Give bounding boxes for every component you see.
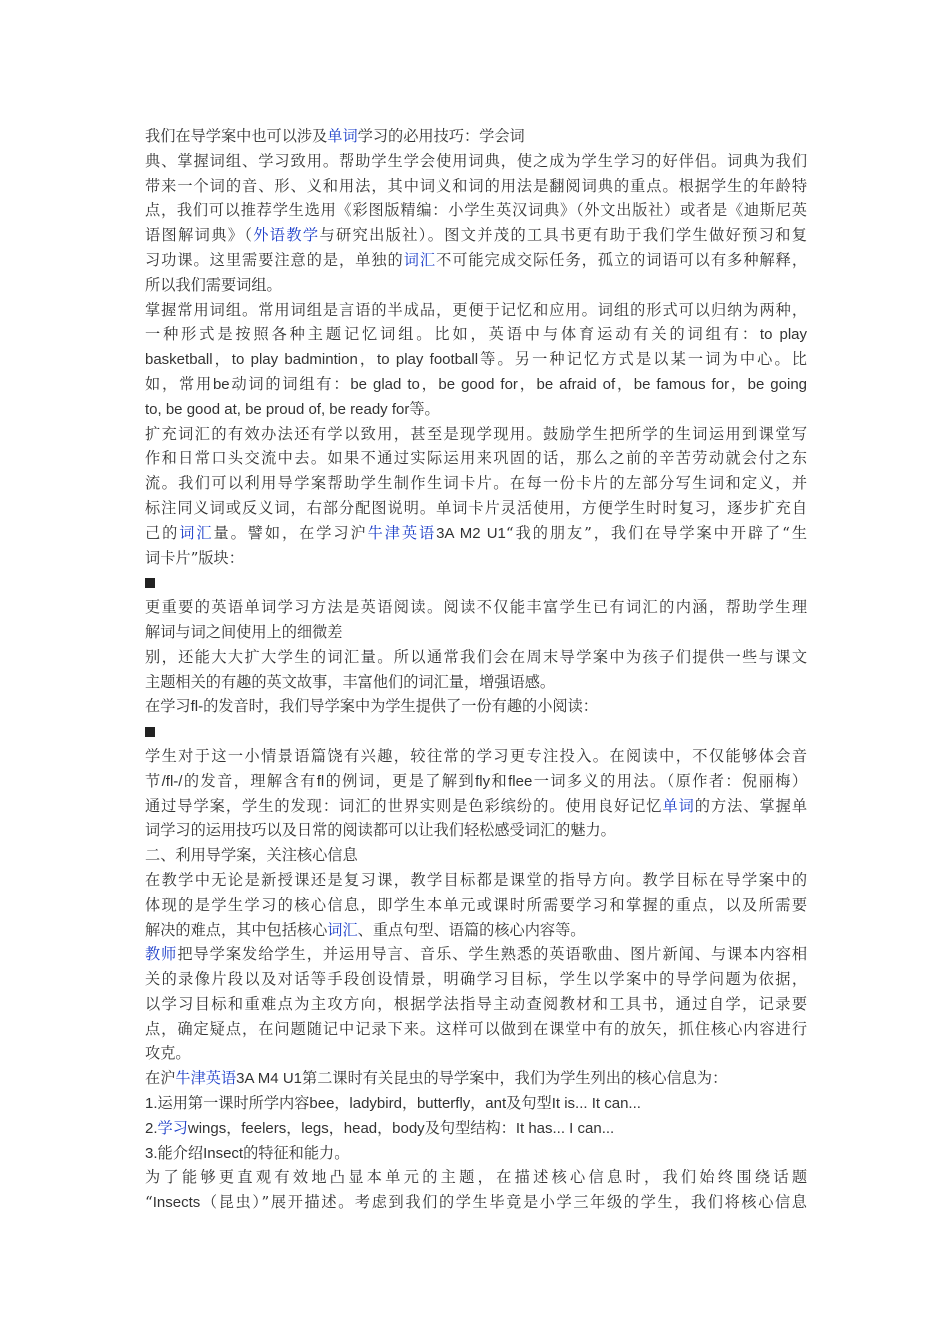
keyword-link[interactable]: 词汇 bbox=[179, 523, 214, 542]
text-line bbox=[145, 794, 807, 819]
text-line bbox=[145, 744, 807, 769]
text-segment: Insect bbox=[203, 1144, 244, 1162]
text-line bbox=[145, 446, 807, 471]
text-segment: It is... It can... bbox=[551, 1095, 641, 1113]
text-segment: 3A M2 U1 bbox=[436, 524, 506, 542]
text-segment: （昆虫）”展开描述。考虑到我们的学生毕竟是小学三年级的学生，我们将核心信息 bbox=[200, 1193, 807, 1212]
text-line bbox=[145, 198, 807, 223]
text-segment: 关的录像片段以及对话等手段创设情景，明确学习目标，学生以学案中的导学问题为依据， bbox=[145, 970, 807, 989]
text-segment: 把导学案发给学生，并运用导言、音乐、学生熟悉的英语歌曲、图片新闻、与课本内容相 bbox=[177, 945, 807, 964]
text-segment: 等。 bbox=[409, 399, 440, 418]
text-line bbox=[145, 248, 807, 273]
keyword-link[interactable]: 词汇 bbox=[403, 250, 437, 269]
text-line bbox=[145, 694, 807, 719]
text-segment: 量。譬如，在学习沪 bbox=[213, 523, 368, 542]
text-segment: 标注同义词或反义词，右部分配图说明。单词卡片灵活使用，方便学生时时复习，逐步扩充自 bbox=[145, 498, 807, 517]
text-line bbox=[145, 868, 807, 893]
text-line bbox=[145, 322, 807, 347]
text-segment: 的发音，理解含有 bbox=[182, 771, 317, 790]
text-segment: 运用第一课时所学内容 bbox=[157, 1094, 310, 1113]
text-segment: 在学习 bbox=[145, 697, 191, 716]
text-line bbox=[145, 1116, 807, 1141]
square-bullet-icon bbox=[145, 727, 155, 737]
document-body bbox=[145, 124, 807, 1215]
text-segment: 2. bbox=[145, 1119, 158, 1137]
text-segment: 第二课时有关昆虫的导学案中，我们为学生列出的核心信息为： bbox=[302, 1069, 728, 1088]
text-segment: 学生对于这一小情景语篇饶有兴趣，较往常的学习更专注投入。在阅读中，不仅能够体会音 bbox=[145, 746, 807, 765]
text-segment: 我们在导学案中也可以涉及 bbox=[145, 127, 328, 145]
square-bullet-icon bbox=[145, 578, 155, 588]
text-line bbox=[145, 1017, 807, 1042]
text-line bbox=[145, 1091, 807, 1116]
text-segment: 体现的是学生学习的核心信息，即学生本单元或课时所需要学习和掌握的重点，以及所需要 bbox=[145, 895, 807, 914]
text-line bbox=[145, 174, 807, 199]
keyword-link[interactable]: 学习 bbox=[157, 1118, 188, 1137]
text-line bbox=[145, 298, 807, 323]
text-segment: fl- bbox=[190, 698, 204, 716]
text-segment: fly bbox=[475, 772, 491, 790]
text-segment: 动词的词组有： bbox=[229, 374, 351, 393]
text-line bbox=[145, 992, 807, 1017]
text-segment: 掌握常用词组。常用词组是言语的半成品，更便于记忆和应用。词组的形式可以归纳为两种， bbox=[145, 300, 807, 319]
text-segment: 及句型结构： bbox=[424, 1118, 516, 1137]
text-line bbox=[145, 893, 807, 918]
text-segment: 习功课。这里需要注意的是，单独的 bbox=[145, 250, 404, 269]
text-line bbox=[145, 397, 807, 422]
text-line bbox=[145, 769, 807, 794]
text-segment: 点，确定疑点，在问题随记中记录下来。这样可以做到在课堂中有的放矢，抓住核心内容进行 bbox=[145, 1019, 807, 1038]
text-line bbox=[145, 918, 807, 943]
text-segment: 所以我们需要词组。 bbox=[145, 275, 282, 294]
text-segment: 点，我们可以推荐学生选用《彩图版精编：小学生英汉词典》（外文出版社）或者是《迪斯尼英 bbox=[145, 201, 807, 220]
keyword-link[interactable]: 词汇 bbox=[327, 920, 358, 939]
text-segment: 语图解词典》（ bbox=[145, 226, 254, 245]
text-segment: 与研究出版社）。图文并茂的工具书更有助于我们学生做好预习和复 bbox=[319, 226, 807, 245]
text-line bbox=[145, 595, 807, 620]
text-segment: 典、掌握词组、学习致用。帮助学生学会使用词典，使之成为学生学习的好伴侣。词典为我们 bbox=[145, 151, 807, 170]
text-line bbox=[145, 645, 807, 670]
text-segment: be glad to，be good for，be afraid of，be famous for，be going bbox=[350, 375, 807, 393]
text-line bbox=[145, 1041, 807, 1066]
text-segment: It has... I can... bbox=[515, 1119, 615, 1137]
text-segment: 的例词，更是了解到 bbox=[324, 771, 476, 790]
text-segment: 带来一个词的音、形、义和用法，其中词义和词的用法是翻阅词典的重点。根据学生的年龄特 bbox=[145, 176, 807, 195]
text-segment: 能介绍 bbox=[157, 1143, 204, 1162]
keyword-link[interactable]: 单词 bbox=[327, 127, 358, 145]
text-segment: 解决的难点，其中包括核心 bbox=[145, 920, 328, 939]
text-segment: 等。另一种记忆方式是以某一词为中心。比 bbox=[478, 350, 807, 369]
text-segment: fl bbox=[316, 772, 325, 790]
text-segment: Insects bbox=[152, 1194, 201, 1212]
text-segment: 不可能完成交际任务，孤立的词语可以有多种解释， bbox=[436, 250, 807, 269]
text-segment: to, be good at, be proud of, be ready for bbox=[145, 400, 410, 418]
text-segment: flee bbox=[508, 772, 533, 790]
text-segment: 3A M4 U1 bbox=[236, 1070, 302, 1088]
text-segment: 流。我们可以利用导学案帮助学生制作生词卡片。在每一份卡片的左部分写生词和定义，并 bbox=[145, 474, 807, 493]
text-segment: 和 bbox=[490, 771, 509, 790]
text-segment: 的发音时，我们导学案中为学生提供了一份有趣的小阅读： bbox=[203, 697, 598, 716]
text-line bbox=[145, 843, 807, 868]
text-segment: 以学习目标和重难点为主攻方向，根据学法指导主动查阅教材和工具书，通过自学，记录要 bbox=[145, 994, 807, 1013]
text-line bbox=[145, 818, 807, 843]
text-segment: 扩充词汇的有效办法还有学以致用，甚至是现学现用。鼓励学生把所学的生词运用到课堂写 bbox=[145, 424, 807, 443]
text-segment: 一种形式是按照各种主题记忆词组。比如，英语中与体育运动有关的词组有： bbox=[145, 325, 760, 344]
text-line bbox=[145, 670, 807, 695]
keyword-link[interactable]: 外语教学 bbox=[253, 226, 320, 245]
text-segment: wings，feelers，legs，head，body bbox=[187, 1119, 425, 1137]
keyword-link[interactable]: 教师 bbox=[145, 945, 178, 964]
image-placeholder-bullet bbox=[145, 570, 807, 595]
text-segment: 的方法、掌握单 bbox=[694, 796, 807, 815]
text-line bbox=[145, 496, 807, 521]
text-segment: 更重要的英语单词学习方法是英语阅读。阅读不仅能丰富学生已有词汇的内涵，帮助学生理 bbox=[145, 598, 807, 617]
text-line bbox=[145, 471, 807, 496]
text-segment: 词学习的运用技巧以及日常的阅读都可以让我们轻松感受词汇的魅力。 bbox=[145, 821, 616, 840]
keyword-link[interactable]: 牛津英语 bbox=[175, 1069, 237, 1088]
text-line bbox=[145, 1165, 807, 1190]
text-line bbox=[145, 422, 807, 447]
text-line bbox=[145, 967, 807, 992]
text-segment: 1. bbox=[145, 1095, 158, 1113]
keyword-link[interactable]: 牛津英语 bbox=[367, 523, 437, 542]
image-placeholder-bullet bbox=[145, 719, 807, 744]
text-line bbox=[145, 273, 807, 298]
text-segment: 、重点句型、语篇的核心内容等。 bbox=[357, 920, 586, 939]
text-line bbox=[145, 546, 807, 571]
text-segment: 为了能够更直观有效地凸显本单元的主题，在描述核心信息时，我们始终围绕话题 bbox=[145, 1168, 807, 1187]
text-segment: 解词与词之间使用上的细微差 bbox=[145, 622, 343, 641]
text-segment: 作和日常口头交流中去。如果不通过实际运用来巩固的话，那么之前的辛苦劳动就会付之东 bbox=[145, 449, 807, 468]
text-segment: 的特征和能力。 bbox=[243, 1143, 350, 1162]
text-line bbox=[145, 620, 807, 645]
text-segment: 节 bbox=[145, 771, 162, 790]
text-segment: 在教学中无论是新授课还是复习课，教学目标都是课堂的指导方向。教学目标在导学案中的 bbox=[145, 870, 807, 889]
text-segment: “我的朋友”，我们在导学案中开辟了“生 bbox=[505, 523, 807, 542]
text-segment: 别，还能大大扩大学生的词汇量。所以通常我们会在周末导学案中为孩子们提供一些与课文 bbox=[145, 647, 807, 666]
text-segment: 及句型 bbox=[506, 1094, 552, 1113]
text-line bbox=[145, 1190, 807, 1215]
text-segment: 在沪 bbox=[145, 1069, 176, 1088]
text-segment: /fl-/ bbox=[161, 772, 183, 790]
text-segment: basketball，to play badmintion，to play football bbox=[145, 351, 479, 369]
text-segment: 攻克。 bbox=[145, 1044, 191, 1063]
text-segment: 词卡片”版块： bbox=[145, 548, 244, 567]
text-line bbox=[145, 149, 807, 174]
text-line bbox=[145, 372, 807, 397]
text-segment: 一词多义的用法。（原作者：倪丽梅） bbox=[532, 771, 807, 790]
text-line bbox=[145, 223, 807, 248]
text-segment: be bbox=[212, 375, 230, 393]
text-segment: 通过导学案，学生的发现：词汇的世界实则是色彩缤纷的。使用良好记忆 bbox=[145, 796, 663, 815]
text-segment: 如，常用 bbox=[145, 374, 213, 393]
text-line bbox=[145, 1066, 807, 1091]
text-segment: 主题相关的有趣的英文故事，丰富他们的词汇量，增强语感。 bbox=[145, 672, 556, 691]
text-segment: “ bbox=[145, 1193, 153, 1212]
keyword-link[interactable]: 单词 bbox=[662, 796, 695, 815]
text-line bbox=[145, 347, 807, 372]
text-segment: 学习的必用技巧：学会词 bbox=[357, 127, 525, 145]
text-line bbox=[145, 521, 807, 546]
text-segment: 二、利用导学案，关注核心信息 bbox=[145, 846, 358, 865]
text-segment: bee，ladybird，butterfly，ant bbox=[309, 1095, 507, 1113]
text-line bbox=[145, 942, 807, 967]
text-segment: to play bbox=[759, 326, 807, 344]
text-line bbox=[145, 124, 807, 149]
text-segment: 己的 bbox=[145, 523, 180, 542]
text-line bbox=[145, 1141, 807, 1166]
text-segment: 3. bbox=[145, 1144, 158, 1162]
